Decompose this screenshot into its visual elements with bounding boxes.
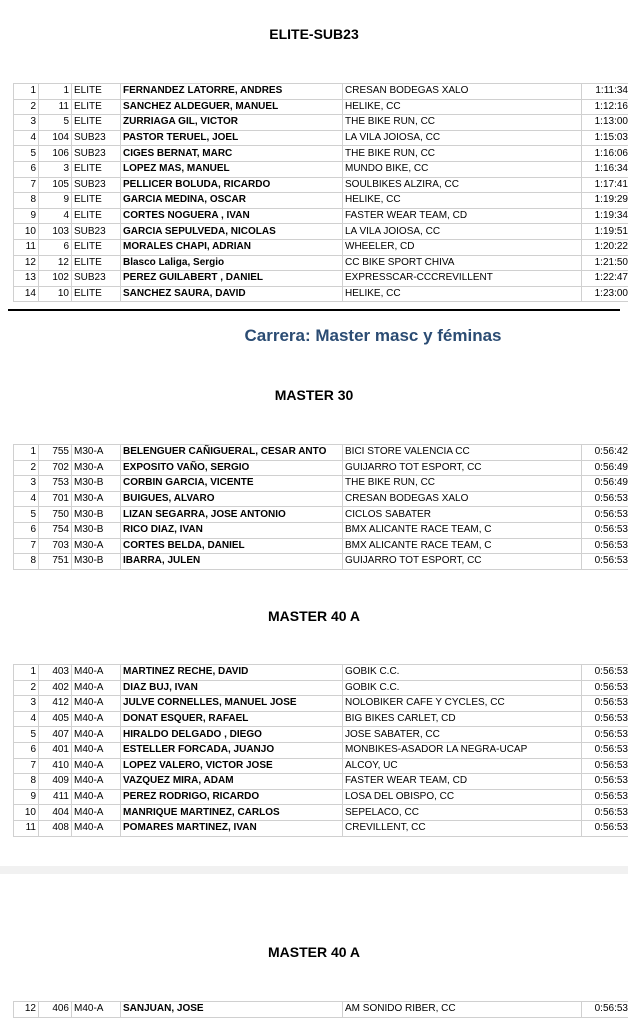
table-row [14,538,628,554]
table-row [14,271,628,287]
team-cell: GOBIK C.C. [343,665,582,681]
table-row [14,774,628,790]
category-cell: ELITE [72,161,121,177]
bib-cell: 702 [39,460,72,476]
time-cell: 0:56:42 [582,445,628,461]
section-title-master30: MASTER 30 [274,387,354,403]
time-cell: 0:56:53 [582,727,628,743]
category-cell: M40-A [72,665,121,681]
bib-cell: 407 [39,727,72,743]
results-table-master40a-continued [13,1001,628,1018]
time-cell: 1:16:06 [582,146,628,162]
time-cell: 0:56:49 [582,460,628,476]
rider-name-cell: EXPOSITO VAÑO, SERGIO [121,460,343,476]
time-cell: 1:12:16 [582,99,628,115]
team-cell: SOULBIKES ALZIRA, CC [343,177,582,193]
table-row [14,742,628,758]
category-cell: ELITE [72,115,121,131]
bib-cell: 403 [39,665,72,681]
rider-name-cell: ESTELLER FORCADA, JUANJO [121,742,343,758]
team-cell: FASTER WEAR TEAM, CD [343,208,582,224]
time-cell: 0:56:53 [582,789,628,805]
time-cell: 1:13:00 [582,115,628,131]
category-cell: SUB23 [72,224,121,240]
bib-cell: 754 [39,522,72,538]
rider-name-cell: SANCHEZ SAURA, DAVID [121,286,343,302]
time-cell: 0:56:53 [582,1002,628,1018]
category-cell: M40-A [72,758,121,774]
team-cell: HELIKE, CC [343,193,582,209]
category-cell: ELITE [72,193,121,209]
position-cell: 6 [14,161,39,177]
bib-cell: 701 [39,491,72,507]
team-cell: EXPRESSCAR-CCCREVILLENT [343,271,582,287]
position-cell: 6 [14,522,39,538]
race-divider [8,309,620,311]
category-cell: M40-A [72,805,121,821]
rider-name-cell: ZURRIAGA GIL, VICTOR [121,115,343,131]
category-cell: M30-A [72,445,121,461]
team-cell: AM SONIDO RIBER, CC [343,1002,582,1018]
category-cell: M40-A [72,727,121,743]
bib-cell: 753 [39,476,72,492]
table-row [14,130,628,146]
position-cell: 10 [14,224,39,240]
team-cell: BMX ALICANTE RACE TEAM, C [343,538,582,554]
time-cell: 1:11:34 [582,84,628,100]
rider-name-cell: JULVE CORNELLES, MANUEL JOSE [121,696,343,712]
table-row [14,696,628,712]
position-cell: 8 [14,193,39,209]
rider-name-cell: CORBIN GARCIA, VICENTE [121,476,343,492]
category-cell: M40-A [72,680,121,696]
bib-cell: 402 [39,680,72,696]
bib-cell: 410 [39,758,72,774]
table-row [14,507,628,523]
position-cell: 9 [14,789,39,805]
position-cell: 4 [14,491,39,507]
position-cell: 1 [14,445,39,461]
category-cell: M40-A [72,711,121,727]
time-cell: 0:56:53 [582,758,628,774]
category-cell: M40-A [72,789,121,805]
position-cell: 1 [14,84,39,100]
bib-cell: 102 [39,271,72,287]
category-cell: ELITE [72,286,121,302]
bib-cell: 103 [39,224,72,240]
table-row [14,84,628,100]
table-row [14,476,628,492]
rider-name-cell: PASTOR TERUEL, JOEL [121,130,343,146]
page-break [0,866,628,874]
team-cell: CREVILLENT, CC [343,820,582,836]
bib-cell: 4 [39,208,72,224]
section-title-elite-sub23: ELITE-SUB23 [269,26,359,42]
team-cell: SEPELACO, CC [343,805,582,821]
table-row [14,460,628,476]
table-row [14,146,628,162]
table-row [14,727,628,743]
category-cell: M40-A [72,742,121,758]
team-cell: BIG BIKES CARLET, CD [343,711,582,727]
bib-cell: 409 [39,774,72,790]
team-cell: MONBIKES-ASADOR LA NEGRA-UCAP [343,742,582,758]
bib-cell: 5 [39,115,72,131]
bib-cell: 411 [39,789,72,805]
position-cell: 5 [14,507,39,523]
rider-name-cell: DIAZ BUJ, IVAN [121,680,343,696]
rider-name-cell: CIGES BERNAT, MARC [121,146,343,162]
rider-name-cell: SANJUAN, JOSE [121,1002,343,1018]
table-row [14,491,628,507]
team-cell: CRESAN BODEGAS XALO [343,491,582,507]
position-cell: 2 [14,99,39,115]
time-cell: 1:23:00 [582,286,628,302]
category-cell: M40-A [72,820,121,836]
category-cell: ELITE [72,84,121,100]
table-row [14,789,628,805]
time-cell: 0:56:53 [582,742,628,758]
team-cell: THE BIKE RUN, CC [343,476,582,492]
table-row [14,177,628,193]
rider-name-cell: CORTES NOGUERA , IVAN [121,208,343,224]
rider-name-cell: GARCIA SEPULVEDA, NICOLAS [121,224,343,240]
rider-name-cell: PEREZ GUILABERT , DANIEL [121,271,343,287]
rider-name-cell: LIZAN SEGARRA, JOSE ANTONIO [121,507,343,523]
bib-cell: 750 [39,507,72,523]
table-row [14,193,628,209]
bib-cell: 406 [39,1002,72,1018]
rider-name-cell: CORTES BELDA, DANIEL [121,538,343,554]
time-cell: 1:15:03 [582,130,628,146]
time-cell: 1:19:34 [582,208,628,224]
rider-name-cell: BUIGUES, ALVARO [121,491,343,507]
category-cell: M30-B [72,522,121,538]
position-cell: 3 [14,696,39,712]
time-cell: 1:19:29 [582,193,628,209]
bib-cell: 405 [39,711,72,727]
team-cell: GOBIK C.C. [343,680,582,696]
table-row [14,758,628,774]
time-cell: 0:56:53 [582,491,628,507]
position-cell: 5 [14,727,39,743]
team-cell: THE BIKE RUN, CC [343,146,582,162]
category-cell: M30-B [72,507,121,523]
table-row [14,115,628,131]
table-row [14,711,628,727]
position-cell: 4 [14,711,39,727]
position-cell: 5 [14,146,39,162]
bib-cell: 9 [39,193,72,209]
bib-cell: 755 [39,445,72,461]
rider-name-cell: RICO DIAZ, IVAN [121,522,343,538]
time-cell: 0:56:53 [582,696,628,712]
bib-cell: 1 [39,84,72,100]
bib-cell: 11 [39,99,72,115]
category-cell: SUB23 [72,271,121,287]
position-cell: 4 [14,130,39,146]
time-cell: 0:56:53 [582,820,628,836]
table-row [14,680,628,696]
table-row [14,445,628,461]
team-cell: HELIKE, CC [343,99,582,115]
position-cell: 9 [14,208,39,224]
team-cell: HELIKE, CC [343,286,582,302]
results-table-elite-sub23 [13,83,628,302]
team-cell: GUIJARRO TOT ESPORT, CC [343,460,582,476]
position-cell: 8 [14,774,39,790]
table-row [14,522,628,538]
results-table-master30 [13,444,628,570]
section-title-master40a: MASTER 40 A [267,608,361,624]
position-cell: 1 [14,665,39,681]
table-row [14,820,628,836]
time-cell: 0:56:53 [582,805,628,821]
race-title: Carrera: Master masc y féminas [244,326,502,345]
rider-name-cell: LOPEZ MAS, MANUEL [121,161,343,177]
table-row [14,99,628,115]
bib-cell: 404 [39,805,72,821]
bib-cell: 106 [39,146,72,162]
bib-cell: 703 [39,538,72,554]
team-cell: MUNDO BIKE, CC [343,161,582,177]
rider-name-cell: MANRIQUE MARTINEZ, CARLOS [121,805,343,821]
category-cell: ELITE [72,239,121,255]
category-cell: ELITE [72,99,121,115]
team-cell: WHEELER, CD [343,239,582,255]
position-cell: 7 [14,177,39,193]
time-cell: 0:56:53 [582,665,628,681]
bib-cell: 104 [39,130,72,146]
category-cell: SUB23 [72,177,121,193]
team-cell: LA VILA JOIOSA, CC [343,224,582,240]
table-row [14,805,628,821]
results-table-master40a [13,664,628,837]
table-row [14,224,628,240]
team-cell: JOSE SABATER, CC [343,727,582,743]
time-cell: 0:56:49 [582,476,628,492]
category-cell: SUB23 [72,130,121,146]
position-cell: 11 [14,239,39,255]
bib-cell: 751 [39,554,72,570]
team-cell: THE BIKE RUN, CC [343,115,582,131]
position-cell: 2 [14,680,39,696]
team-cell: LA VILA JOIOSA, CC [343,130,582,146]
rider-name-cell: GARCIA MEDINA, OSCAR [121,193,343,209]
team-cell: GUIJARRO TOT ESPORT, CC [343,554,582,570]
category-cell: M30-A [72,460,121,476]
bib-cell: 10 [39,286,72,302]
team-cell: ALCOY, UC [343,758,582,774]
team-cell: LOSA DEL OBISPO, CC [343,789,582,805]
rider-name-cell: IBARRA, JULEN [121,554,343,570]
time-cell: 0:56:53 [582,711,628,727]
bib-cell: 6 [39,239,72,255]
position-cell: 11 [14,820,39,836]
rider-name-cell: MARTINEZ RECHE, DAVID [121,665,343,681]
category-cell: ELITE [72,255,121,271]
time-cell: 1:20:22 [582,239,628,255]
table-row [14,665,628,681]
table-row [14,286,628,302]
time-cell: 0:56:53 [582,680,628,696]
position-cell: 10 [14,805,39,821]
position-cell: 12 [14,255,39,271]
rider-name-cell: Blasco Laliga, Sergio [121,255,343,271]
rider-name-cell: FERNANDEZ LATORRE, ANDRES [121,84,343,100]
rider-name-cell: MORALES CHAPI, ADRIAN [121,239,343,255]
category-cell: M30-B [72,476,121,492]
rider-name-cell: HIRALDO DELGADO , DIEGO [121,727,343,743]
team-cell: NOLOBIKER CAFE Y CYCLES, CC [343,696,582,712]
rider-name-cell: DONAT ESQUER, RAFAEL [121,711,343,727]
time-cell: 1:17:41 [582,177,628,193]
category-cell: M30-B [72,554,121,570]
table-row [14,161,628,177]
rider-name-cell: SANCHEZ ALDEGUER, MANUEL [121,99,343,115]
rider-name-cell: PEREZ RODRIGO, RICARDO [121,789,343,805]
position-cell: 7 [14,758,39,774]
category-cell: M30-A [72,491,121,507]
bib-cell: 408 [39,820,72,836]
section-title-master40a-continued: MASTER 40 A [267,944,361,960]
time-cell: 0:56:53 [582,538,628,554]
time-cell: 1:21:50 [582,255,628,271]
category-cell: M40-A [72,1002,121,1018]
team-cell: FASTER WEAR TEAM, CD [343,774,582,790]
time-cell: 1:16:34 [582,161,628,177]
category-cell: ELITE [72,208,121,224]
bib-cell: 3 [39,161,72,177]
time-cell: 0:56:53 [582,774,628,790]
table-row [14,554,628,570]
team-cell: BICI STORE VALENCIA CC [343,445,582,461]
category-cell: M40-A [72,696,121,712]
position-cell: 12 [14,1002,39,1018]
rider-name-cell: PELLICER BOLUDA, RICARDO [121,177,343,193]
time-cell: 0:56:53 [582,522,628,538]
position-cell: 13 [14,271,39,287]
position-cell: 8 [14,554,39,570]
bib-cell: 105 [39,177,72,193]
category-cell: SUB23 [72,146,121,162]
rider-name-cell: BELENGUER CAÑIGUERAL, CESAR ANTO [121,445,343,461]
time-cell: 0:56:53 [582,507,628,523]
position-cell: 7 [14,538,39,554]
table-row [14,208,628,224]
team-cell: BMX ALICANTE RACE TEAM, C [343,522,582,538]
rider-name-cell: LOPEZ VALERO, VICTOR JOSE [121,758,343,774]
bib-cell: 12 [39,255,72,271]
category-cell: M40-A [72,774,121,790]
time-cell: 0:56:53 [582,554,628,570]
position-cell: 3 [14,115,39,131]
bib-cell: 412 [39,696,72,712]
rider-name-cell: VAZQUEZ MIRA, ADAM [121,774,343,790]
position-cell: 2 [14,460,39,476]
table-row [14,239,628,255]
team-cell: CICLOS SABATER [343,507,582,523]
time-cell: 1:22:47 [582,271,628,287]
team-cell: CRESAN BODEGAS XALO [343,84,582,100]
position-cell: 6 [14,742,39,758]
position-cell: 3 [14,476,39,492]
bib-cell: 401 [39,742,72,758]
table-row [14,1002,628,1018]
position-cell: 14 [14,286,39,302]
team-cell: CC BIKE SPORT CHIVA [343,255,582,271]
table-row [14,255,628,271]
category-cell: M30-A [72,538,121,554]
rider-name-cell: POMARES MARTINEZ, IVAN [121,820,343,836]
time-cell: 1:19:51 [582,224,628,240]
